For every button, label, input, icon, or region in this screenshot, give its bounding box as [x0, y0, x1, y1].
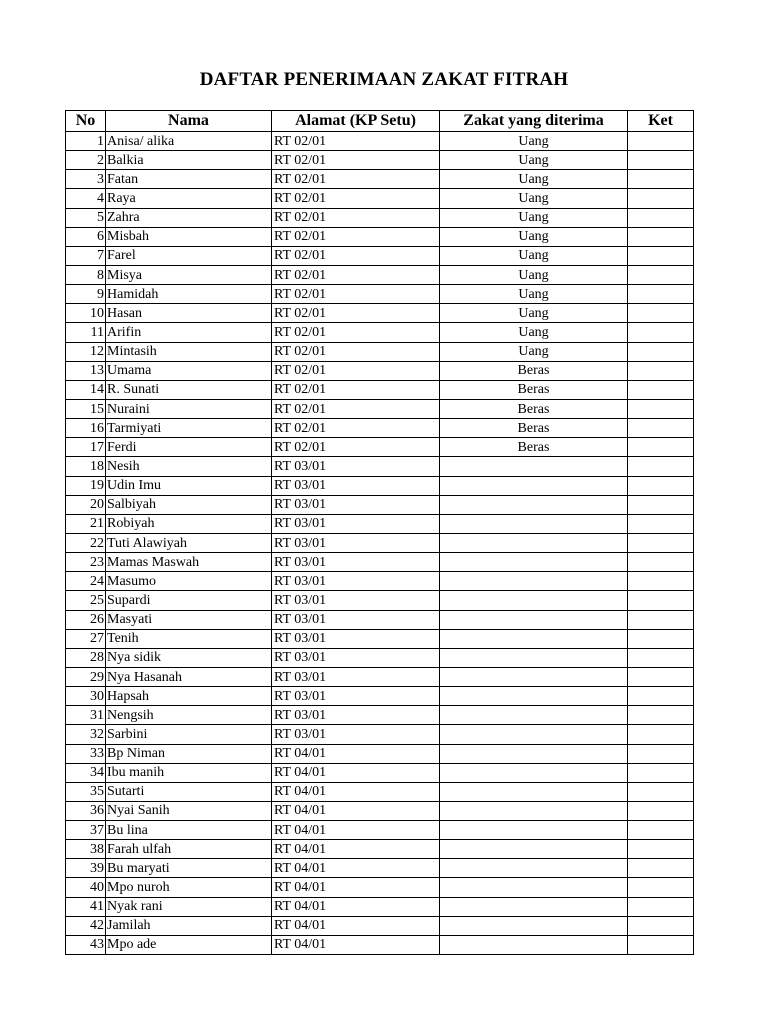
cell-ket	[628, 935, 694, 954]
cell-no: 1	[66, 132, 106, 151]
cell-zakat	[440, 495, 628, 514]
cell-ket	[628, 246, 694, 265]
cell-zakat	[440, 782, 628, 801]
cell-alamat: RT 03/01	[272, 457, 440, 476]
cell-ket	[628, 859, 694, 878]
cell-nama: Fatan	[106, 170, 272, 189]
table-row	[66, 514, 694, 533]
cell-ket	[628, 916, 694, 935]
cell-no: 36	[66, 801, 106, 820]
cell-zakat	[440, 533, 628, 552]
table-row	[66, 763, 694, 782]
cell-no: 27	[66, 629, 106, 648]
cell-ket	[628, 170, 694, 189]
cell-ket	[628, 648, 694, 667]
cell-zakat	[440, 667, 628, 686]
table-row	[66, 170, 694, 189]
table-body	[66, 132, 694, 955]
cell-ket	[628, 725, 694, 744]
cell-zakat	[440, 859, 628, 878]
cell-nama: Ferdi	[106, 438, 272, 457]
cell-alamat: RT 03/01	[272, 648, 440, 667]
cell-zakat	[440, 801, 628, 820]
cell-ket	[628, 591, 694, 610]
cell-alamat: RT 03/01	[272, 591, 440, 610]
cell-nama: Arifin	[106, 323, 272, 342]
cell-alamat: RT 04/01	[272, 782, 440, 801]
cell-nama: Farel	[106, 246, 272, 265]
cell-ket	[628, 304, 694, 323]
cell-no: 4	[66, 189, 106, 208]
cell-ket	[628, 667, 694, 686]
cell-nama: Jamilah	[106, 916, 272, 935]
table-row	[66, 132, 694, 151]
cell-nama: Umama	[106, 361, 272, 380]
cell-nama: Anisa/ alika	[106, 132, 272, 151]
cell-alamat: RT 02/01	[272, 323, 440, 342]
cell-ket	[628, 821, 694, 840]
cell-nama: Sarbini	[106, 725, 272, 744]
cell-no: 33	[66, 744, 106, 763]
cell-nama: Nyai Sanih	[106, 801, 272, 820]
table-row	[66, 801, 694, 820]
cell-ket	[628, 151, 694, 170]
cell-alamat: RT 02/01	[272, 227, 440, 246]
cell-zakat: Beras	[440, 438, 628, 457]
cell-zakat: Uang	[440, 323, 628, 342]
table-row	[66, 495, 694, 514]
cell-no: 30	[66, 687, 106, 706]
cell-zakat: Uang	[440, 342, 628, 361]
cell-alamat: RT 03/01	[272, 725, 440, 744]
cell-zakat: Beras	[440, 361, 628, 380]
cell-zakat	[440, 629, 628, 648]
table-row	[66, 361, 694, 380]
table-row	[66, 725, 694, 744]
cell-ket	[628, 342, 694, 361]
cell-zakat	[440, 897, 628, 916]
table-row	[66, 208, 694, 227]
cell-zakat	[440, 744, 628, 763]
cell-ket	[628, 132, 694, 151]
cell-zakat: Uang	[440, 189, 628, 208]
cell-alamat: RT 03/01	[272, 667, 440, 686]
cell-zakat	[440, 572, 628, 591]
cell-zakat: Beras	[440, 399, 628, 418]
cell-zakat: Beras	[440, 380, 628, 399]
cell-ket	[628, 476, 694, 495]
cell-nama: Tenih	[106, 629, 272, 648]
cell-alamat: RT 04/01	[272, 878, 440, 897]
cell-no: 23	[66, 553, 106, 572]
cell-no: 31	[66, 706, 106, 725]
header-zakat: Zakat yang diterima	[440, 111, 628, 132]
cell-ket	[628, 706, 694, 725]
cell-nama: Hamidah	[106, 285, 272, 304]
cell-no: 41	[66, 897, 106, 916]
header-alamat: Alamat (KP Setu)	[272, 111, 440, 132]
table-row	[66, 667, 694, 686]
cell-zakat: Uang	[440, 151, 628, 170]
cell-zakat	[440, 476, 628, 495]
cell-alamat: RT 03/01	[272, 572, 440, 591]
cell-ket	[628, 840, 694, 859]
table-row	[66, 840, 694, 859]
cell-alamat: RT 03/01	[272, 495, 440, 514]
cell-nama: Bp Niman	[106, 744, 272, 763]
cell-ket	[628, 763, 694, 782]
table-row	[66, 648, 694, 667]
cell-ket	[628, 380, 694, 399]
cell-zakat	[440, 821, 628, 840]
cell-nama: Hasan	[106, 304, 272, 323]
cell-alamat: RT 03/01	[272, 629, 440, 648]
cell-alamat: RT 04/01	[272, 763, 440, 782]
cell-nama: Nesih	[106, 457, 272, 476]
cell-no: 29	[66, 667, 106, 686]
cell-alamat: RT 04/01	[272, 821, 440, 840]
cell-no: 11	[66, 323, 106, 342]
table-row	[66, 419, 694, 438]
cell-ket	[628, 533, 694, 552]
header-ket: Ket	[628, 111, 694, 132]
cell-alamat: RT 02/01	[272, 361, 440, 380]
cell-nama: Salbiyah	[106, 495, 272, 514]
cell-no: 10	[66, 304, 106, 323]
cell-nama: R. Sunati	[106, 380, 272, 399]
cell-nama: Nuraini	[106, 399, 272, 418]
cell-zakat	[440, 553, 628, 572]
cell-zakat	[440, 878, 628, 897]
cell-ket	[628, 227, 694, 246]
cell-alamat: RT 02/01	[272, 380, 440, 399]
cell-no: 2	[66, 151, 106, 170]
table-row	[66, 916, 694, 935]
cell-alamat: RT 02/01	[272, 170, 440, 189]
page-title: DAFTAR PENERIMAAN ZAKAT FITRAH	[199, 69, 569, 90]
cell-no: 7	[66, 246, 106, 265]
cell-zakat	[440, 725, 628, 744]
cell-no: 6	[66, 227, 106, 246]
header-nama: Nama	[106, 111, 272, 132]
cell-nama: Sutarti	[106, 782, 272, 801]
table-row	[66, 457, 694, 476]
table-row	[66, 572, 694, 591]
cell-alamat: RT 02/01	[272, 208, 440, 227]
cell-alamat: RT 02/01	[272, 438, 440, 457]
cell-ket	[628, 572, 694, 591]
cell-ket	[628, 553, 694, 572]
table-row	[66, 323, 694, 342]
cell-nama: Mintasih	[106, 342, 272, 361]
cell-no: 5	[66, 208, 106, 227]
table-row	[66, 821, 694, 840]
table-row	[66, 610, 694, 629]
table-row	[66, 744, 694, 763]
table-row	[66, 304, 694, 323]
cell-zakat	[440, 687, 628, 706]
cell-alamat: RT 04/01	[272, 840, 440, 859]
cell-nama: Misbah	[106, 227, 272, 246]
cell-no: 24	[66, 572, 106, 591]
cell-zakat: Uang	[440, 132, 628, 151]
cell-alamat: RT 03/01	[272, 687, 440, 706]
cell-no: 18	[66, 457, 106, 476]
table-row	[66, 878, 694, 897]
cell-nama: Robiyah	[106, 514, 272, 533]
cell-nama: Nya Hasanah	[106, 667, 272, 686]
cell-ket	[628, 782, 694, 801]
table-row	[66, 935, 694, 954]
cell-alamat: RT 04/01	[272, 916, 440, 935]
cell-nama: Nya sidik	[106, 648, 272, 667]
cell-zakat: Beras	[440, 419, 628, 438]
cell-nama: Raya	[106, 189, 272, 208]
cell-no: 32	[66, 725, 106, 744]
cell-ket	[628, 801, 694, 820]
cell-alamat: RT 04/01	[272, 859, 440, 878]
zakat-table	[65, 110, 694, 955]
cell-ket	[628, 323, 694, 342]
cell-alamat: RT 02/01	[272, 265, 440, 284]
cell-alamat: RT 03/01	[272, 706, 440, 725]
cell-zakat: Uang	[440, 265, 628, 284]
cell-alamat: RT 03/01	[272, 553, 440, 572]
cell-ket	[628, 457, 694, 476]
cell-no: 17	[66, 438, 106, 457]
cell-zakat: Uang	[440, 304, 628, 323]
cell-no: 43	[66, 935, 106, 954]
cell-nama: Ibu manih	[106, 763, 272, 782]
table-row	[66, 285, 694, 304]
table-row	[66, 227, 694, 246]
cell-nama: Balkia	[106, 151, 272, 170]
cell-alamat: RT 04/01	[272, 801, 440, 820]
cell-zakat	[440, 916, 628, 935]
cell-no: 12	[66, 342, 106, 361]
cell-no: 9	[66, 285, 106, 304]
cell-no: 21	[66, 514, 106, 533]
cell-alamat: RT 04/01	[272, 744, 440, 763]
cell-ket	[628, 897, 694, 916]
cell-zakat	[440, 935, 628, 954]
cell-no: 3	[66, 170, 106, 189]
cell-zakat: Uang	[440, 170, 628, 189]
table-row	[66, 591, 694, 610]
cell-no: 19	[66, 476, 106, 495]
cell-ket	[628, 419, 694, 438]
table-row	[66, 897, 694, 916]
cell-alamat: RT 03/01	[272, 533, 440, 552]
cell-alamat: RT 02/01	[272, 399, 440, 418]
cell-alamat: RT 02/01	[272, 246, 440, 265]
cell-alamat: RT 02/01	[272, 342, 440, 361]
cell-alamat: RT 02/01	[272, 304, 440, 323]
table-row	[66, 342, 694, 361]
cell-no: 34	[66, 763, 106, 782]
cell-no: 28	[66, 648, 106, 667]
cell-nama: Masumo	[106, 572, 272, 591]
cell-no: 40	[66, 878, 106, 897]
cell-zakat	[440, 457, 628, 476]
cell-nama: Bu maryati	[106, 859, 272, 878]
table-row	[66, 476, 694, 495]
table-header-row	[66, 111, 694, 132]
cell-nama: Supardi	[106, 591, 272, 610]
cell-no: 25	[66, 591, 106, 610]
cell-nama: Nyak rani	[106, 897, 272, 916]
cell-zakat: Uang	[440, 227, 628, 246]
header-no: No	[66, 111, 106, 132]
cell-no: 39	[66, 859, 106, 878]
cell-ket	[628, 514, 694, 533]
cell-zakat	[440, 591, 628, 610]
cell-nama: Nengsih	[106, 706, 272, 725]
cell-alamat: RT 04/01	[272, 935, 440, 954]
cell-nama: Bu lina	[106, 821, 272, 840]
table-row	[66, 399, 694, 418]
cell-nama: Zahra	[106, 208, 272, 227]
table-row	[66, 859, 694, 878]
cell-ket	[628, 265, 694, 284]
cell-ket	[628, 687, 694, 706]
cell-ket	[628, 189, 694, 208]
cell-alamat: RT 02/01	[272, 189, 440, 208]
cell-zakat	[440, 763, 628, 782]
cell-nama: Mamas Maswah	[106, 553, 272, 572]
cell-no: 8	[66, 265, 106, 284]
cell-zakat	[440, 514, 628, 533]
cell-ket	[628, 878, 694, 897]
cell-nama: Hapsah	[106, 687, 272, 706]
cell-ket	[628, 495, 694, 514]
cell-alamat: RT 03/01	[272, 476, 440, 495]
cell-no: 13	[66, 361, 106, 380]
cell-nama: Mpo nuroh	[106, 878, 272, 897]
cell-no: 22	[66, 533, 106, 552]
table-row	[66, 533, 694, 552]
cell-no: 15	[66, 399, 106, 418]
cell-no: 37	[66, 821, 106, 840]
cell-zakat	[440, 840, 628, 859]
table-row	[66, 553, 694, 572]
cell-ket	[628, 610, 694, 629]
cell-nama: Farah ulfah	[106, 840, 272, 859]
cell-ket	[628, 208, 694, 227]
table-row	[66, 782, 694, 801]
cell-no: 20	[66, 495, 106, 514]
table-row	[66, 438, 694, 457]
cell-nama: Mpo ade	[106, 935, 272, 954]
cell-alamat: RT 03/01	[272, 514, 440, 533]
table-row	[66, 629, 694, 648]
cell-ket	[628, 361, 694, 380]
cell-alamat: RT 02/01	[272, 132, 440, 151]
cell-nama: Tarmiyati	[106, 419, 272, 438]
cell-zakat	[440, 610, 628, 629]
cell-ket	[628, 285, 694, 304]
cell-ket	[628, 399, 694, 418]
cell-no: 14	[66, 380, 106, 399]
cell-alamat: RT 02/01	[272, 285, 440, 304]
cell-no: 16	[66, 419, 106, 438]
cell-zakat: Uang	[440, 246, 628, 265]
table-row	[66, 189, 694, 208]
cell-no: 38	[66, 840, 106, 859]
table-row	[66, 380, 694, 399]
table-row	[66, 151, 694, 170]
cell-nama: Misya	[106, 265, 272, 284]
cell-alamat: RT 03/01	[272, 610, 440, 629]
cell-nama: Udin Imu	[106, 476, 272, 495]
cell-alamat: RT 02/01	[272, 419, 440, 438]
cell-no: 35	[66, 782, 106, 801]
cell-zakat: Uang	[440, 285, 628, 304]
cell-no: 26	[66, 610, 106, 629]
cell-nama: Tuti Alawiyah	[106, 533, 272, 552]
cell-alamat: RT 04/01	[272, 897, 440, 916]
table-row	[66, 706, 694, 725]
cell-no: 42	[66, 916, 106, 935]
cell-zakat	[440, 648, 628, 667]
table-row	[66, 246, 694, 265]
cell-zakat	[440, 706, 628, 725]
cell-ket	[628, 629, 694, 648]
cell-nama: Masyati	[106, 610, 272, 629]
cell-zakat: Uang	[440, 208, 628, 227]
cell-ket	[628, 744, 694, 763]
cell-alamat: RT 02/01	[272, 151, 440, 170]
cell-ket	[628, 438, 694, 457]
table-row	[66, 265, 694, 284]
table-row	[66, 687, 694, 706]
